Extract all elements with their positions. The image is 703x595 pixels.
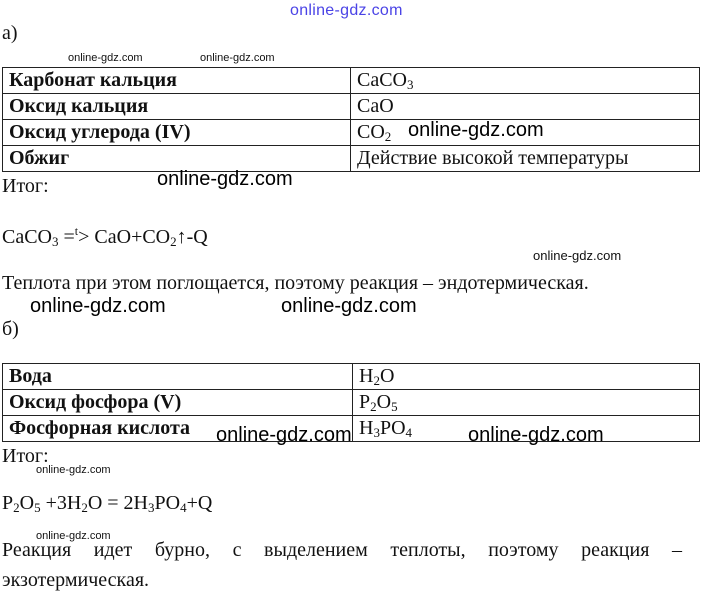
- watermark-small: online-gdz.com: [533, 248, 622, 263]
- part-b-label: б): [2, 318, 19, 340]
- conclusion-a: Теплота при этом поглощается, поэтому реакция – эндотермическая.: [2, 272, 589, 294]
- substance-formula: $CO_2$: [351, 120, 700, 146]
- watermark-large: online-gdz.com: [281, 295, 417, 317]
- substance-name: Оксид углерода (IV): [3, 120, 351, 146]
- conclusion-b: Реакция идет бурно, с выделением теплоты, поэтому реакция – экзотермическая.: [2, 539, 682, 591]
- substance-name: Оксид кальция: [3, 94, 351, 120]
- substance-formula: CaO: [351, 94, 700, 120]
- substance-formula: $H_3PO_4$: [353, 416, 700, 442]
- substance-name: Фосфорная кислота: [3, 416, 353, 442]
- substance-name: Карбонат кальция: [3, 68, 351, 94]
- substance-formula: CaCO$_3$: [351, 68, 700, 94]
- substance-name: Обжиг: [3, 146, 351, 172]
- watermark-large: online-gdz.com: [157, 168, 293, 190]
- substance-name: Оксид фосфора (V): [3, 390, 353, 416]
- equation-b: $P_2O_5 +3H_2O = 2H_3PO_4+Q$: [2, 492, 213, 515]
- watermark-large: online-gdz.com: [408, 119, 544, 141]
- table-row: [3, 94, 700, 120]
- table-row: [3, 120, 700, 146]
- substances-table-a: [2, 67, 700, 172]
- substance-formula: $H_2O$: [353, 364, 700, 390]
- result-label-b: Итог:: [2, 445, 49, 467]
- watermark-small: online-gdz.com: [68, 52, 143, 64]
- part-a-label: а): [2, 22, 18, 44]
- table-row: [3, 390, 700, 416]
- watermark-small: online-gdz.com: [36, 464, 111, 476]
- table-row: [3, 68, 700, 94]
- watermark-large: online-gdz.com: [216, 424, 352, 446]
- table-row: [3, 146, 700, 172]
- equation-a: CaCO$_3$ $=^t> CaO+CO_2↑-Q$: [2, 224, 208, 249]
- watermark-small: online-gdz.com: [36, 530, 111, 542]
- substance-formula: $P_2O_5$: [353, 390, 700, 416]
- substance-formula: Действие высокой температуры: [351, 146, 700, 172]
- result-label-a: Итог:: [2, 175, 49, 197]
- table-row: [3, 364, 700, 390]
- watermark-top: online-gdz.com: [290, 2, 403, 19]
- watermark-large: online-gdz.com: [468, 424, 604, 446]
- watermark-large: online-gdz.com: [30, 295, 166, 317]
- substance-name: Вода: [3, 364, 353, 390]
- watermark-small: online-gdz.com: [200, 52, 275, 64]
